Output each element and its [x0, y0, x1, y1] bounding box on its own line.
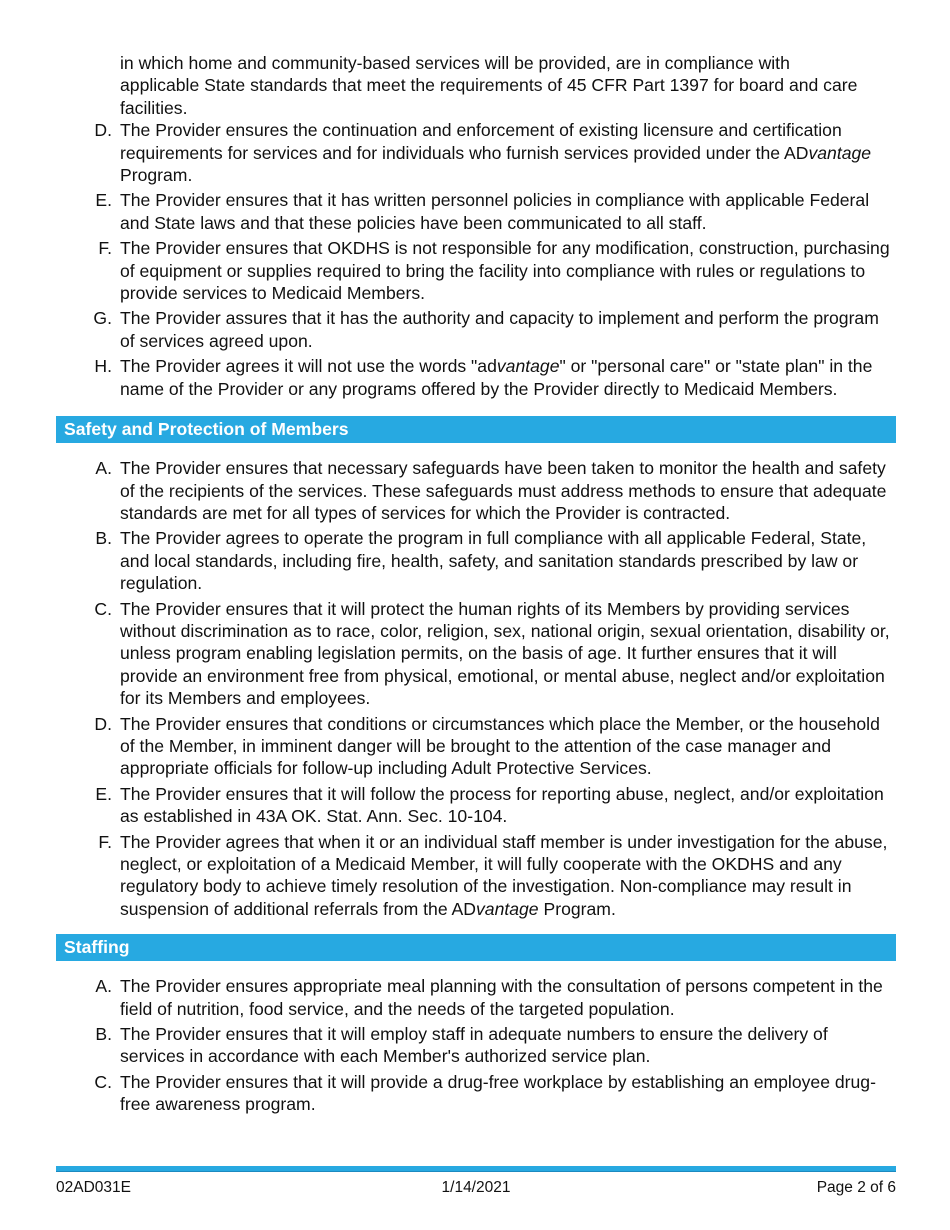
list-item	[56, 457, 896, 524]
document-page	[56, 52, 896, 1119]
list-item-letter: D.	[94, 120, 112, 141]
staffing-list	[56, 975, 896, 1115]
list-item-letter: B.	[95, 528, 112, 549]
continuation-paragraph: in which home and community-based services will be provided, are in compliance with applicable State standards that meet the requirements of 45 CFR Part 1397 for board and care facilities.	[120, 53, 858, 118]
text-segment: Program.	[120, 165, 193, 186]
list-item-text	[120, 831, 896, 921]
text-segment: The Provider assures that it has the authority and capacity to implement and perform the program of services agreed upon.	[120, 308, 879, 351]
text-segment: The Provider agrees that when it or an individual staff member is under investigation for the abuse, neglect, or exploitation of a Medicaid Member, it will fully cooperate with the OKDHS and any regulatory body to achieve timely resolution of the investigation. Non-compliance may result in suspension of additional referrals from the AD	[120, 831, 888, 919]
list-item	[56, 307, 896, 352]
text-segment: The Provider agrees to operate the program in full compliance with all applicable Federal, State, and local standards, including fire, health, safety, and sanitation standards prescribed by law or regulation.	[120, 528, 867, 594]
list-item-text	[120, 307, 896, 352]
text-segment: The Provider ensures that it will follow the process for reporting abuse, neglect, and/or exploitation as established in 43A OK. Stat. Ann. Sec. 10-104.	[120, 783, 884, 827]
text-segment: The Provider agrees it will not use the words "ad	[120, 356, 497, 377]
section-staffing	[56, 934, 896, 1115]
list-item	[56, 189, 896, 234]
list-item	[56, 119, 896, 186]
list-item-letter: A.	[95, 458, 112, 479]
text-segment: The Provider ensures that it will protect the human rights of its Members by providing services without discrimination as to race, color, religion, sex, national origin, sexual orientation, disability or, unless program enabling legislation permits, on the basis of age. It further ensures that it will provide an environment free from physical, emotional, or mental abuse, neglect and/or exploitation for its Members and employees.	[120, 598, 890, 709]
list-item	[56, 713, 896, 780]
list-item-letter: H.	[94, 356, 112, 377]
list-item-letter: A.	[95, 976, 112, 997]
list-item-letter: B.	[95, 1024, 112, 1045]
list-item	[56, 598, 896, 710]
list-item-text	[120, 598, 896, 710]
list-item-letter: C.	[94, 598, 112, 619]
safety-list	[56, 457, 896, 920]
list-item-text	[120, 189, 896, 234]
text-segment: The Provider ensures that it will employ staff in adequate numbers to ensure the delivery of services in accordance with each Member's authorized service plan.	[120, 1024, 828, 1067]
text-segment: The Provider ensures that OKDHS is not responsible for any modification, construction, purchasing of equipment or supplies required to bring the facility into compliance with rules or regulations to provide services to Medicaid Members.	[120, 238, 890, 304]
list-item-text	[120, 975, 896, 1020]
list-item	[56, 783, 896, 828]
italic-text: vantage	[808, 142, 872, 163]
list-item-letter: C.	[94, 1071, 112, 1092]
text-segment: The Provider ensures that necessary safeguards have been taken to monitor the health and safety of the recipients of the services. These safeguards must address methods to ensure that adequate standards are met for all types of services for which the Provider is contracted.	[120, 458, 887, 523]
text-segment: " or "personal care" or "state plan" in the name of the Provider or any programs offered by the Provider directly to Medicaid Members.	[120, 356, 873, 399]
footer-row	[56, 1177, 896, 1201]
section-safety	[56, 416, 896, 920]
list-item	[56, 975, 896, 1020]
section-banner-safety: Safety and Protection of Members	[56, 416, 896, 443]
text-segment: The Provider ensures that it has written personnel policies in compliance with applicable Federal and State laws and that these policies have been communicated to all staff.	[120, 190, 870, 233]
section-banner-staffing: Staffing	[56, 934, 896, 961]
list-item-letter: G.	[93, 308, 112, 329]
list-item	[56, 1071, 896, 1116]
list-item	[56, 237, 896, 304]
list-item-text	[120, 355, 896, 400]
list-item-text	[120, 1071, 896, 1116]
list-item	[56, 1023, 896, 1068]
text-segment: The Provider ensures the continuation and enforcement of existing licensure and certification requirements for services and for individuals who furnish services provided under the AD	[120, 120, 842, 163]
footer-rule	[56, 1166, 896, 1172]
text-segment: The Provider ensures that it will provide a drug-free workplace by establishing an employee drug-free awareness program.	[120, 1071, 876, 1115]
list-item-text	[120, 713, 896, 780]
list-item-text	[120, 527, 896, 594]
footer-date: 1/14/2021	[441, 1179, 511, 1196]
list-item-text	[120, 783, 896, 828]
text-segment: Program.	[538, 898, 616, 919]
list-item	[56, 355, 896, 400]
intro-list	[56, 119, 896, 400]
list-item-letter: E.	[95, 783, 112, 804]
list-item-letter: F.	[98, 238, 112, 259]
form-number: 02AD031E	[56, 1179, 131, 1196]
list-item-text	[120, 457, 896, 524]
page-number: Page 2 of 6	[816, 1179, 896, 1196]
text-segment: The Provider ensures appropriate meal planning with the consultation of persons competent in the field of nutrition, food service, and the needs of the targeted population.	[120, 976, 883, 1019]
text-segment: The Provider ensures that conditions or circumstances which place the Member, or the household of the Member, in imminent danger will be brought to the attention of the case manager and appropriate officials for follow-up including Adult Protective Services.	[120, 713, 880, 779]
page-footer	[56, 1166, 896, 1201]
list-item-letter: E.	[95, 190, 112, 211]
list-item	[56, 527, 896, 594]
list-item-letter: D.	[94, 713, 112, 734]
list-item	[56, 831, 896, 921]
italic-text: vantage	[496, 356, 560, 377]
list-item-text	[120, 237, 896, 304]
italic-text: vantage	[475, 898, 539, 919]
list-item-text	[120, 1023, 896, 1068]
list-item-letter: F.	[98, 831, 112, 852]
list-item-text	[120, 119, 896, 186]
